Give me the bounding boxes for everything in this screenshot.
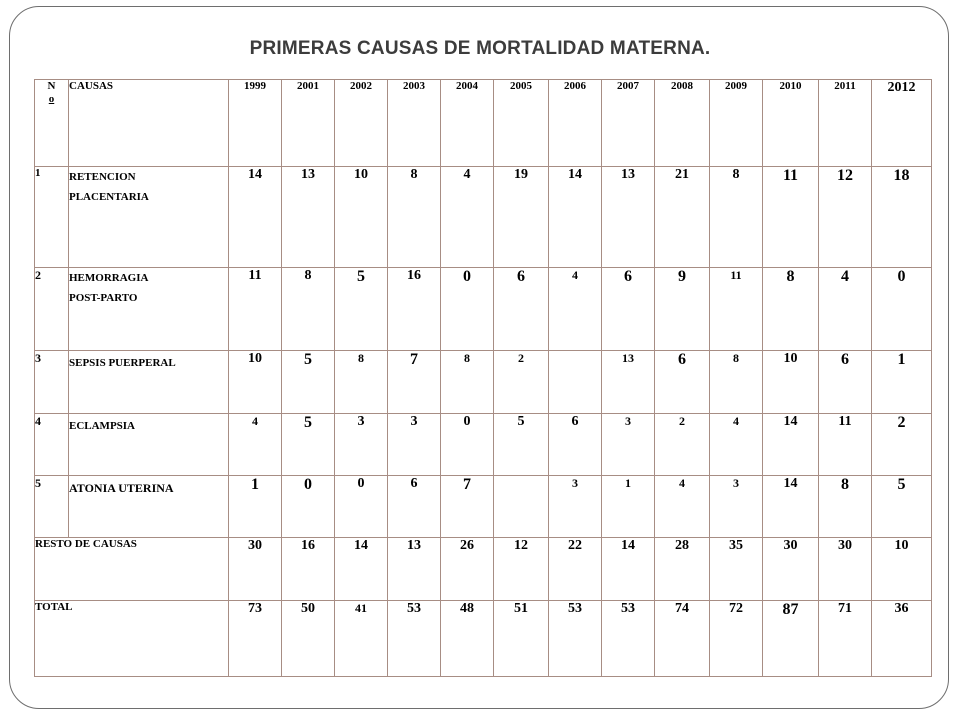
value-cell: 36 bbox=[872, 601, 932, 677]
value-cell: 7 bbox=[388, 351, 441, 414]
value-cell: 8 bbox=[710, 167, 763, 268]
value-cell: 4 bbox=[819, 268, 872, 351]
cause-line: PLACENTARIA bbox=[69, 191, 149, 203]
header-year: 2012 bbox=[872, 80, 932, 167]
value-cell: 8 bbox=[763, 268, 819, 351]
value-cell: 4 bbox=[441, 167, 494, 268]
value-cell: 8 bbox=[282, 268, 335, 351]
value-cell: 53 bbox=[388, 601, 441, 677]
value-cell: 26 bbox=[441, 538, 494, 601]
value-cell: 10 bbox=[335, 167, 388, 268]
cause-label bbox=[69, 414, 229, 476]
header-no-line1: N bbox=[47, 80, 56, 92]
header-year: 2008 bbox=[655, 80, 710, 167]
value-cell: 14 bbox=[763, 476, 819, 538]
resto-label: RESTO DE CAUSAS bbox=[35, 538, 229, 601]
value-cell: 73 bbox=[229, 601, 282, 677]
header-no-line2: o bbox=[48, 93, 55, 105]
value-cell: 14 bbox=[602, 538, 655, 601]
header-year: 2006 bbox=[549, 80, 602, 167]
value-cell: 30 bbox=[819, 538, 872, 601]
value-cell: 28 bbox=[655, 538, 710, 601]
header-year: 1999 bbox=[229, 80, 282, 167]
value-cell: 3 bbox=[549, 476, 602, 538]
value-cell: 3 bbox=[388, 414, 441, 476]
value-cell: 4 bbox=[655, 476, 710, 538]
value-cell: 19 bbox=[494, 167, 549, 268]
cause-label bbox=[69, 476, 229, 538]
value-cell: 13 bbox=[602, 167, 655, 268]
row-hemorragia-post-parto bbox=[35, 268, 932, 351]
value-cell: 4 bbox=[229, 414, 282, 476]
value-cell: 3 bbox=[710, 476, 763, 538]
page-title: PRIMERAS CAUSAS DE MORTALIDAD MATERNA. bbox=[249, 38, 711, 59]
value-cell: 14 bbox=[549, 167, 602, 268]
value-cell: 5 bbox=[494, 414, 549, 476]
header-year: 2005 bbox=[494, 80, 549, 167]
value-cell: 21 bbox=[655, 167, 710, 268]
value-cell: 16 bbox=[388, 268, 441, 351]
row-sepsis-puerperal bbox=[35, 351, 932, 414]
header-year: 2004 bbox=[441, 80, 494, 167]
value-cell: 53 bbox=[549, 601, 602, 677]
value-cell: 0 bbox=[872, 268, 932, 351]
row-resto-de-causas bbox=[35, 538, 932, 601]
value-cell: 0 bbox=[335, 476, 388, 538]
value-cell: 6 bbox=[819, 351, 872, 414]
value-cell: 41 bbox=[335, 601, 388, 677]
value-cell: 6 bbox=[602, 268, 655, 351]
value-cell: 2 bbox=[655, 414, 710, 476]
value-cell: 13 bbox=[388, 538, 441, 601]
value-cell bbox=[549, 351, 602, 414]
row-total bbox=[35, 601, 932, 677]
row-atonia-uterina bbox=[35, 476, 932, 538]
value-cell: 4 bbox=[710, 414, 763, 476]
row-number: 2 bbox=[35, 268, 69, 351]
value-cell: 5 bbox=[872, 476, 932, 538]
value-cell: 87 bbox=[763, 601, 819, 677]
value-cell: 8 bbox=[441, 351, 494, 414]
value-cell: 8 bbox=[819, 476, 872, 538]
value-cell: 71 bbox=[819, 601, 872, 677]
value-cell: 50 bbox=[282, 601, 335, 677]
value-cell: 9 bbox=[655, 268, 710, 351]
header-year: 2010 bbox=[763, 80, 819, 167]
cause-label bbox=[69, 351, 229, 414]
value-cell: 1 bbox=[229, 476, 282, 538]
row-number: 4 bbox=[35, 414, 69, 476]
value-cell: 14 bbox=[229, 167, 282, 268]
header-year: 2011 bbox=[819, 80, 872, 167]
value-cell: 22 bbox=[549, 538, 602, 601]
header-no bbox=[35, 80, 69, 167]
value-cell: 6 bbox=[549, 414, 602, 476]
value-cell: 0 bbox=[282, 476, 335, 538]
value-cell: 0 bbox=[441, 414, 494, 476]
header-year: 2002 bbox=[335, 80, 388, 167]
total-label: TOTAL bbox=[35, 601, 229, 677]
value-cell: 11 bbox=[229, 268, 282, 351]
value-cell: 16 bbox=[282, 538, 335, 601]
value-cell: 11 bbox=[763, 167, 819, 268]
value-cell: 7 bbox=[441, 476, 494, 538]
value-cell: 12 bbox=[494, 538, 549, 601]
value-cell: 74 bbox=[655, 601, 710, 677]
mortality-table bbox=[34, 79, 932, 677]
cause-line: SEPSIS PUERPERAL bbox=[69, 357, 176, 369]
value-cell: 8 bbox=[335, 351, 388, 414]
row-retencion-placentaria bbox=[35, 167, 932, 268]
row-number: 3 bbox=[35, 351, 69, 414]
value-cell: 2 bbox=[872, 414, 932, 476]
value-cell: 8 bbox=[710, 351, 763, 414]
row-eclampsia bbox=[35, 414, 932, 476]
cause-label bbox=[69, 268, 229, 351]
value-cell: 5 bbox=[335, 268, 388, 351]
header-year: 2001 bbox=[282, 80, 335, 167]
cause-line: ECLAMPSIA bbox=[69, 420, 136, 432]
value-cell: 6 bbox=[494, 268, 549, 351]
value-cell: 12 bbox=[819, 167, 872, 268]
value-cell: 2 bbox=[494, 351, 549, 414]
value-cell: 6 bbox=[388, 476, 441, 538]
value-cell: 3 bbox=[602, 414, 655, 476]
cause-line: POST-PARTO bbox=[69, 292, 138, 304]
header-year: 2007 bbox=[602, 80, 655, 167]
value-cell: 14 bbox=[763, 414, 819, 476]
value-cell: 4 bbox=[549, 268, 602, 351]
value-cell: 18 bbox=[872, 167, 932, 268]
row-number: 5 bbox=[35, 476, 69, 538]
value-cell: 3 bbox=[335, 414, 388, 476]
value-cell: 72 bbox=[710, 601, 763, 677]
value-cell: 1 bbox=[872, 351, 932, 414]
value-cell: 10 bbox=[872, 538, 932, 601]
cause-line: ATONIA UTERINA bbox=[69, 481, 174, 495]
value-cell: 35 bbox=[710, 538, 763, 601]
value-cell: 0 bbox=[441, 268, 494, 351]
value-cell: 10 bbox=[763, 351, 819, 414]
value-cell: 30 bbox=[229, 538, 282, 601]
value-cell: 1 bbox=[602, 476, 655, 538]
value-cell: 14 bbox=[335, 538, 388, 601]
header-year: 2003 bbox=[388, 80, 441, 167]
header-causes: CAUSAS bbox=[69, 80, 229, 167]
value-cell: 11 bbox=[819, 414, 872, 476]
value-cell: 5 bbox=[282, 414, 335, 476]
value-cell: 30 bbox=[763, 538, 819, 601]
value-cell: 6 bbox=[655, 351, 710, 414]
value-cell: 13 bbox=[602, 351, 655, 414]
value-cell: 5 bbox=[282, 351, 335, 414]
cause-line: HEMORRAGIA bbox=[69, 272, 149, 284]
value-cell: 48 bbox=[441, 601, 494, 677]
cause-label bbox=[69, 167, 229, 268]
value-cell: 51 bbox=[494, 601, 549, 677]
value-cell: 11 bbox=[710, 268, 763, 351]
header-row bbox=[35, 80, 932, 167]
header-year: 2009 bbox=[710, 80, 763, 167]
value-cell: 8 bbox=[388, 167, 441, 268]
value-cell: 53 bbox=[602, 601, 655, 677]
value-cell: 13 bbox=[282, 167, 335, 268]
cause-line: RETENCION bbox=[69, 171, 136, 183]
value-cell: 10 bbox=[229, 351, 282, 414]
row-number: 1 bbox=[35, 167, 69, 268]
value-cell bbox=[494, 476, 549, 538]
